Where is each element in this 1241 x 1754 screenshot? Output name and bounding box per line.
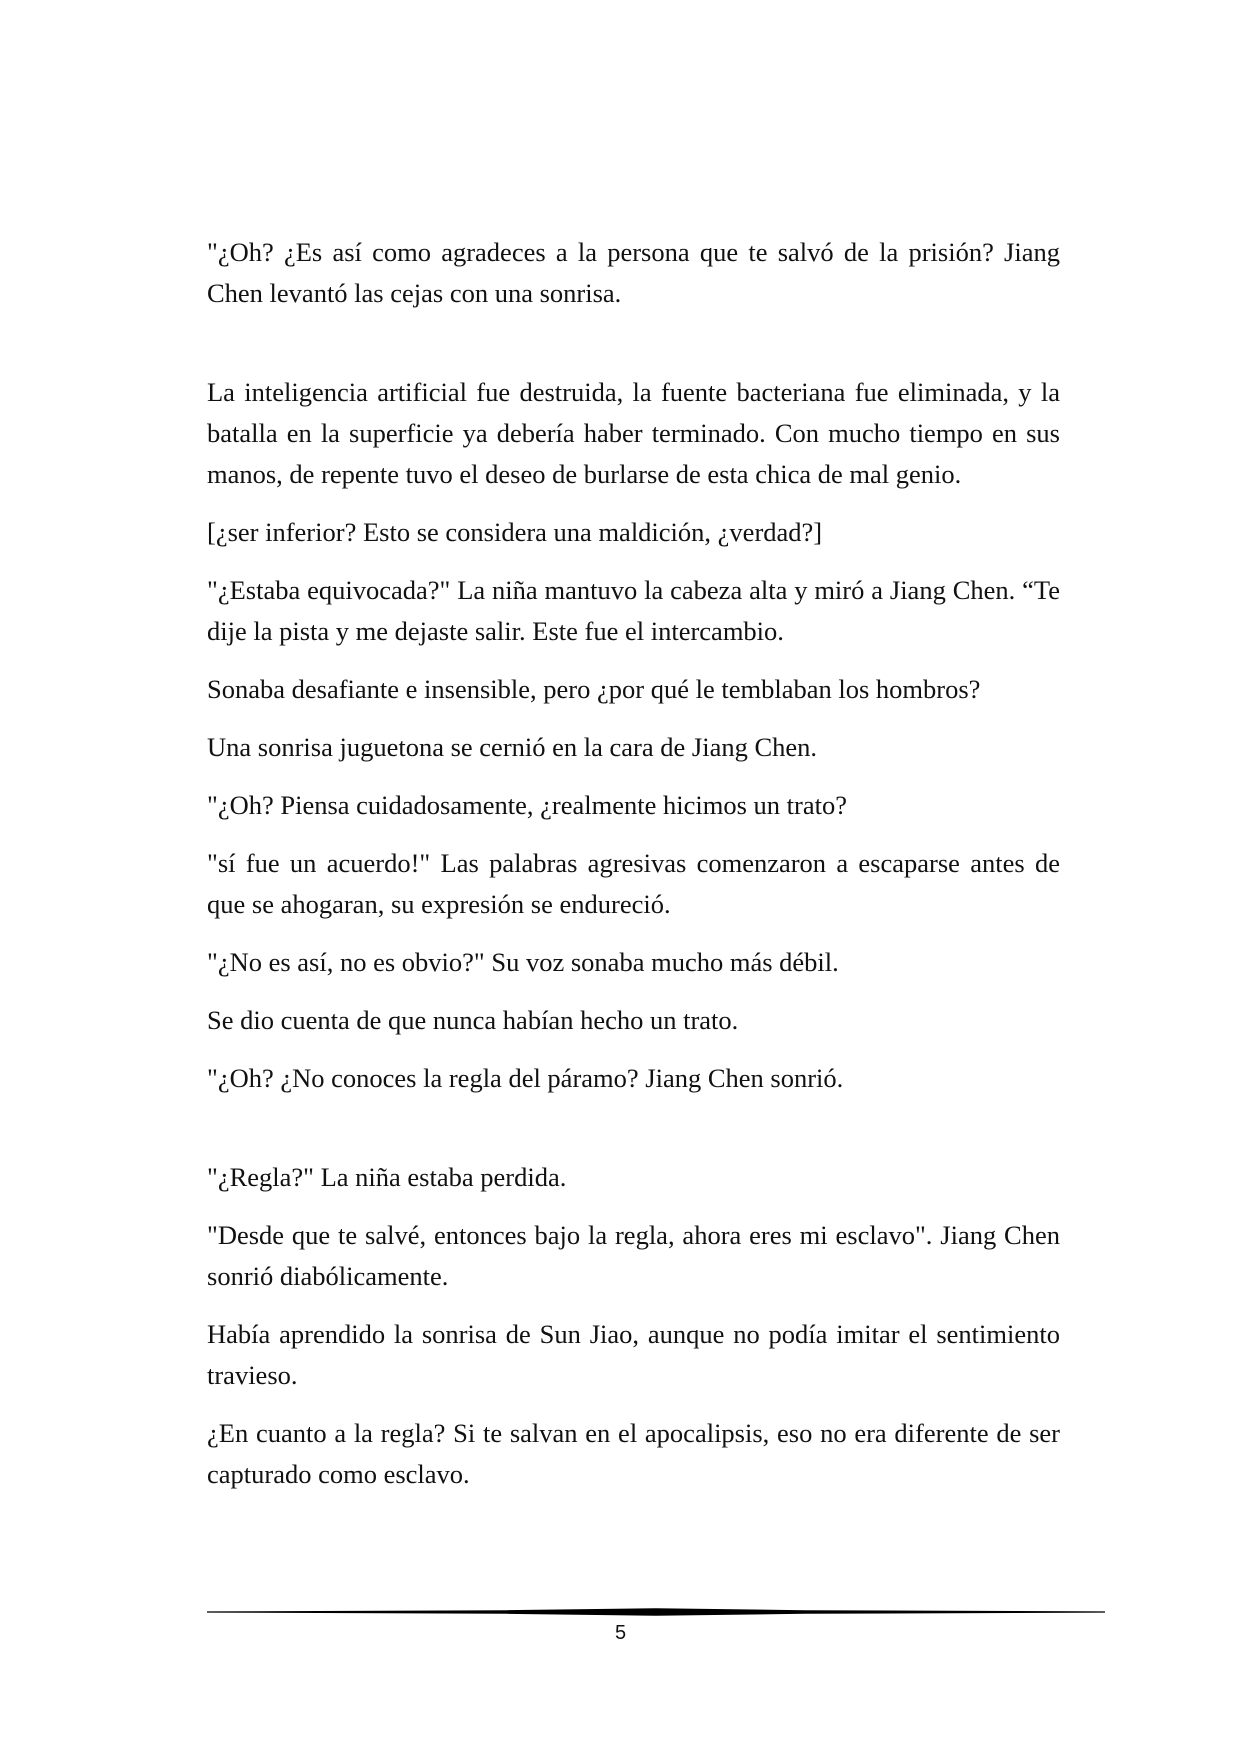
body-text	[207, 232, 1060, 1512]
footer-divider	[207, 1605, 1105, 1619]
paragraph: "Desde que te salvé, entonces bajo la regla, ahora eres mi esclavo". Jiang Chen sonrió diabólicamente.	[207, 1220, 1060, 1291]
paragraph: "¿Oh? ¿No conoces la regla del páramo? Jiang Chen sonrió.	[207, 1063, 844, 1093]
paragraph: "¿Estaba equivocada?" La niña mantuvo la cabeza alta y miró a Jiang Chen. “Te dije la pista y me dejaste salir. Este fue el intercambio.	[207, 575, 1060, 646]
paragraph: "¿No es así, no es obvio?" Su voz sonaba mucho más débil.	[207, 947, 839, 977]
paragraph: [¿ser inferior? Esto se considera una maldición, ¿verdad?]	[207, 517, 823, 547]
paragraph: "sí fue un acuerdo!" Las palabras agresivas comenzaron a escaparse antes de que se ahogaran, su expresión se endureció.	[207, 848, 1060, 919]
paragraph: "¿Oh? ¿Es así como agradeces a la persona que te salvó de la prisión? Jiang Chen levantó las cejas con una sonrisa.	[207, 237, 1060, 308]
page-number: 5	[614, 1622, 627, 1644]
paragraph: Sonaba desafiante e insensible, pero ¿por qué le temblaban los hombros?	[207, 674, 981, 704]
paragraph: Se dio cuenta de que nunca habían hecho un trato.	[207, 1005, 739, 1035]
paragraph: "¿Oh? Piensa cuidadosamente, ¿realmente hicimos un trato?	[207, 790, 847, 820]
paragraph: Una sonrisa juguetona se cernió en la cara de Jiang Chen.	[207, 732, 818, 762]
paragraph: "¿Regla?" La niña estaba perdida.	[207, 1162, 567, 1192]
paragraph: ¿En cuanto a la regla? Si te salvan en el apocalipsis, eso no era diferente de ser capturado como esclavo.	[207, 1418, 1060, 1489]
paragraph: La inteligencia artificial fue destruida, la fuente bacteriana fue eliminada, y la batalla en la superficie ya debería haber terminado. Con mucho tiempo en sus manos, de repente tuvo el deseo de burlarse de esta chica de mal genio.	[207, 377, 1060, 489]
paragraph: Había aprendido la sonrisa de Sun Jiao, aunque no podía imitar el sentimiento travieso.	[207, 1319, 1060, 1390]
